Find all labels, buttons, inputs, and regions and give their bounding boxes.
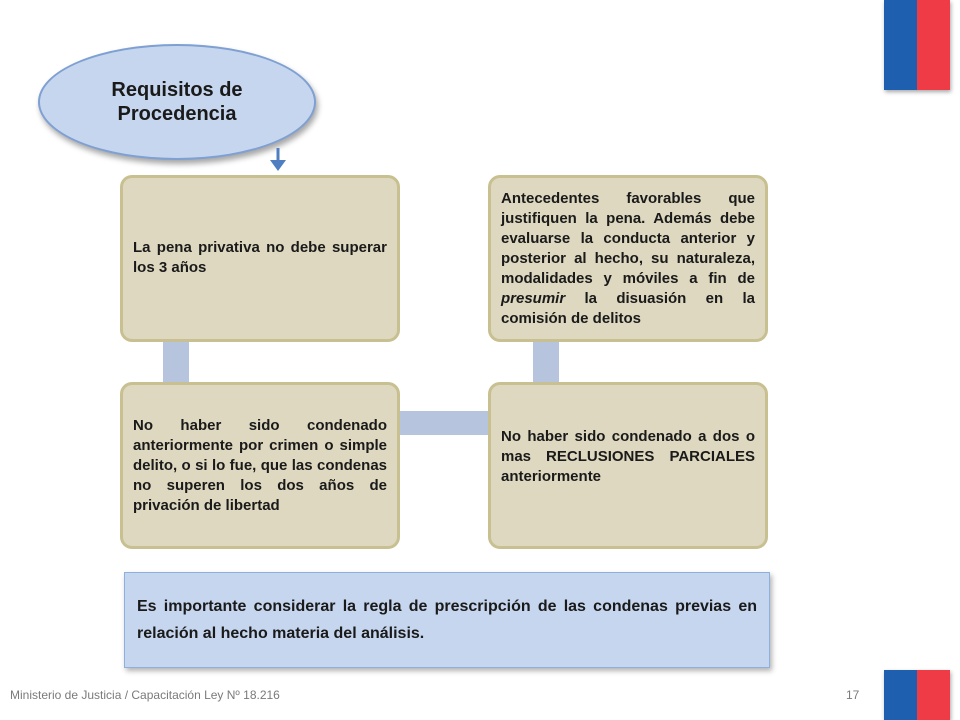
note-text: Es importante considerar la regla de prescripción de las condenas previas en relación al hecho materia del análisis. — [137, 598, 757, 642]
requirement-text: No haber sido condenado a dos o mas RECLUSIONES PARCIALES anteriormente — [501, 427, 755, 485]
title-line-2: Procedencia — [117, 103, 237, 125]
title-line-1: Requisitos de — [111, 79, 243, 101]
requirement-box-prior-conviction — [120, 382, 400, 549]
requirement-box-partial-reclusions — [488, 382, 768, 549]
connector-horizontal — [398, 411, 490, 435]
important-note — [124, 572, 770, 668]
requirement-text: No haber sido condenado anteriormente por crimen o simple delito, o si lo fue, que las condenas no superen los dos años de privación de libertad — [133, 416, 387, 514]
title-ellipse — [38, 44, 316, 160]
connector-right-vertical — [533, 340, 559, 386]
requirement-box-antecedents — [488, 175, 768, 342]
flag-logo-bottom — [884, 670, 950, 720]
connector-left-vertical — [163, 340, 189, 386]
requirement-text: Antecedentes favorables que justifiquen la pena. Además debe evaluarse la conducta anterior y posterior al hecho, su naturaleza, modalidades y móviles a fin de presumir la disuasión en la comisión de delitos — [501, 189, 755, 327]
footer-text: Ministerio de Justicia / Capacitación Ley Nº 18.216 — [10, 688, 280, 702]
flag-logo-top — [884, 0, 950, 90]
diagram-title — [87, 78, 267, 126]
requirement-box-sentence-limit — [120, 175, 400, 342]
page-number: 17 — [846, 688, 860, 702]
requirement-text: La pena privativa no debe superar los 3 años — [133, 238, 387, 276]
down-arrow-icon — [266, 146, 290, 174]
